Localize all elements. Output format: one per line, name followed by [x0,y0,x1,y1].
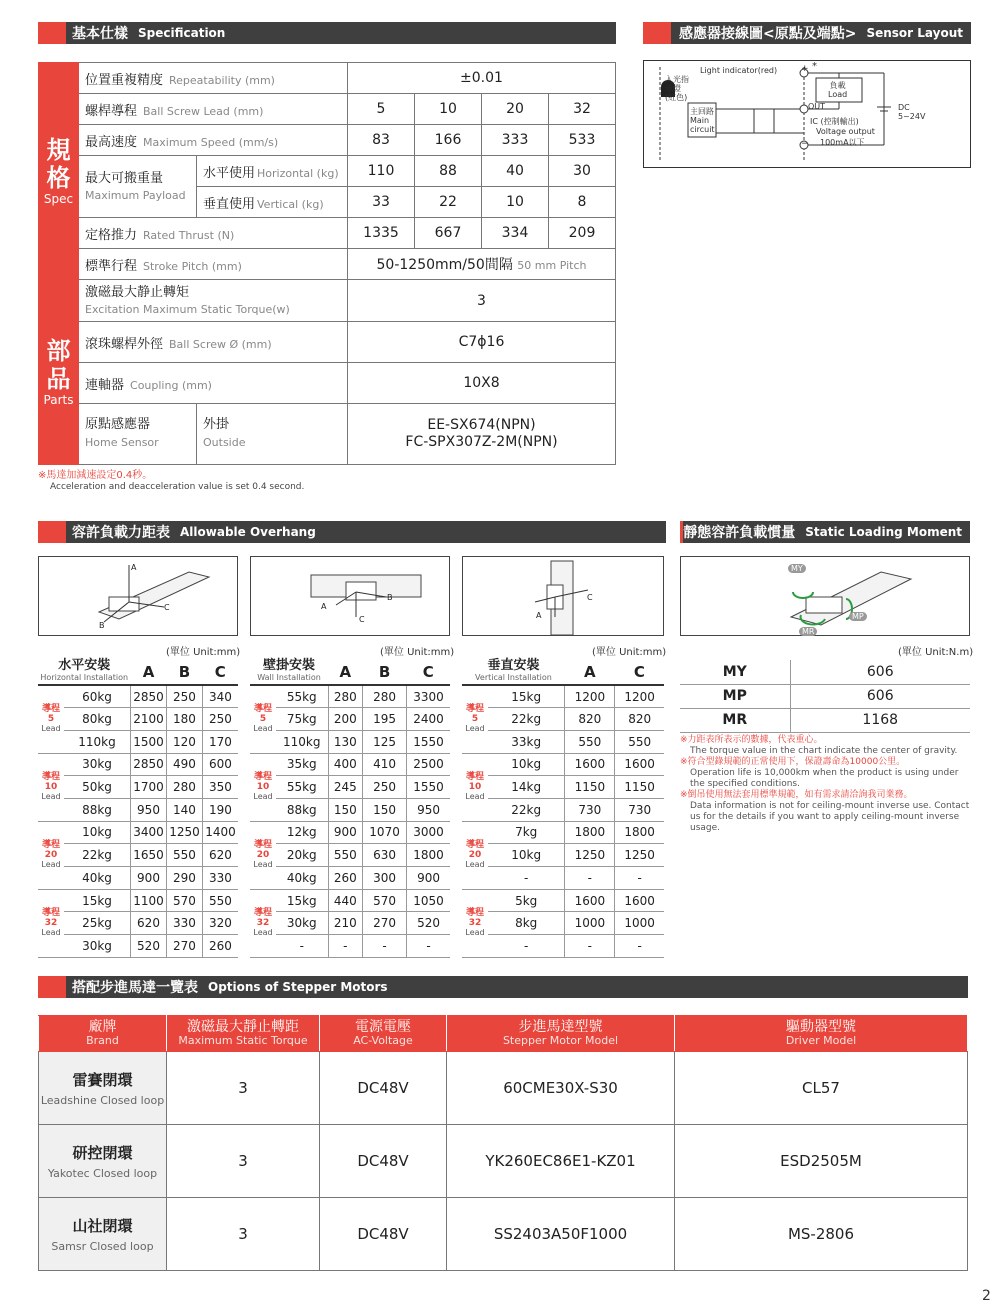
vertical-install-diagram [462,556,664,636]
overhang-cell: 1600 [565,753,615,776]
payload-h-value: 30 [549,156,616,187]
overhang-cell: 10kg [64,821,131,844]
overhang-cell: 250 [363,776,407,799]
overhang-cell: 88kg [276,798,328,821]
overhang-row [462,912,664,935]
overhang-cell: 110kg [276,730,328,753]
overhang-cell: 950 [131,798,167,821]
overhang-row [38,685,238,708]
coupling-label: 連軸器 Coupling (mm) [79,363,348,404]
overhang-cell: 190 [202,798,238,821]
accel-note-en: Acceleration and deacceleration value is set 0.4 second. [50,482,305,492]
overhang-row [250,753,450,776]
screw-label: 滾珠螺桿外徑 Ball Screw Ø (mm) [79,322,348,363]
axis-c: C [587,593,593,602]
overhang-cell: 40kg [276,867,328,890]
spec-side-label: 規 格 Spec [39,63,79,280]
overhang-cell: 1150 [615,776,664,799]
overhang-cell: 55kg [276,776,328,799]
overhang-cell: 300 [363,867,407,890]
header-driver: 驅動器型號 Driver Model [675,1016,968,1052]
payload-v-value: 22 [415,187,482,218]
col-header: B [167,660,203,685]
overhang-cell: 5kg [488,889,565,912]
overhang-row [250,798,450,821]
overhang-row [462,776,664,799]
overhang-cell: 80kg [64,708,131,731]
overhang-row [250,708,450,731]
repeat-label: 位置重複精度 Repeatability (mm) [79,63,348,94]
static-row: MY 606 [680,660,970,684]
col-header: C [407,660,450,685]
static-moment-table [680,660,970,733]
overhang-cell: 125 [363,730,407,753]
overhang-cell: 1250 [615,844,664,867]
unit-label: (單位 Unit:mm) [592,647,667,658]
sensor-label: 原點感應器 Home Sensor [79,404,197,465]
overhang-row [462,821,664,844]
overhang-cell: 260 [202,935,238,958]
overhang-cell: 30kg [64,753,131,776]
overhang-cell: 120 [167,730,203,753]
speed-value: 83 [348,125,415,156]
lead-value: 5 [348,94,415,125]
lead-cell: 導程 5 Lead [250,685,276,753]
overhang-cell: 2100 [131,708,167,731]
overhang-cell: 410 [363,753,407,776]
overhang-row [250,776,450,799]
overhang-cell: 150 [328,798,363,821]
overhang-cell: 1200 [565,685,615,708]
overhang-cell: - [363,935,407,958]
overhang-cell: 20kg [276,844,328,867]
overhang-row [462,798,664,821]
lead-value: 20 [482,94,549,125]
speed-value: 166 [415,125,482,156]
overhang-cell: 730 [565,798,615,821]
overhang-cell: 245 [328,776,363,799]
overhang-cell: 1200 [615,685,664,708]
spec-title-en: Specification [138,26,226,40]
overhang-cell: 270 [167,935,203,958]
overhang-cell: 520 [131,935,167,958]
payload-h-value: 40 [482,156,549,187]
overhang-cell: 1600 [565,889,615,912]
header-voltage: 電源電壓 AC-Voltage [320,1016,447,1052]
overhang-cell: 550 [202,889,238,912]
lead-cell: 導程 32 Lead [38,889,64,957]
overhang-cell: 620 [131,912,167,935]
repeat-value: ±0.01 [348,63,616,94]
overhang-cell: 250 [202,708,238,731]
overhang-cell: 250 [167,685,203,708]
overhang-cell: 50kg [64,776,131,799]
overhang-row [38,889,238,912]
overhang-cell: 2500 [407,753,450,776]
wall-table [250,660,450,958]
lead-cell: 導程 32 Lead [250,889,276,957]
mp-badge: MP [849,612,867,621]
overhang-cell: 620 [202,844,238,867]
overhang-row [462,844,664,867]
plus-terminal: + [801,64,809,74]
overhang-cell: 550 [328,844,363,867]
out-label: OUT [808,102,826,111]
unit-label: (單位 Unit:mm) [166,647,241,658]
overhang-cell: 570 [167,889,203,912]
overhang-row [38,753,238,776]
overhang-cell: 1000 [565,912,615,935]
col-header: A [565,660,615,685]
load-label: 負載 Load [828,81,848,99]
overhang-cell: 330 [202,867,238,890]
overhang-cell: 520 [407,912,450,935]
overhang-cell: 33kg [488,730,565,753]
mr-badge: MR [799,627,817,636]
overhang-row [250,867,450,890]
overhang-cell: 820 [615,708,664,731]
sensor-title-en: Sensor Layout [866,26,963,40]
overhang-cell: 1000 [615,912,664,935]
overhang-cell: 130 [328,730,363,753]
axis-a: A [321,602,327,611]
overhang-cell: 550 [167,844,203,867]
spec-title: 基本仕樣 [72,26,128,42]
thrust-value: 667 [415,218,482,249]
overhang-cell: 1600 [615,753,664,776]
page-number: 2 [982,1288,991,1304]
lead-cell: 導程 20 Lead [250,821,276,889]
lead-cell: 導程 10 Lead [462,753,488,821]
overhang-row [38,844,238,867]
overhang-cell: 440 [328,889,363,912]
sensor-header [643,22,971,44]
overhang-cell: 60kg [64,685,131,708]
static-row: MP 606 [680,684,970,708]
unit-label: (單位 Unit:N.m) [898,647,974,658]
overhang-row [38,935,238,958]
overhang-row [462,708,664,731]
overhang-cell: 110kg [64,730,131,753]
overhang-cell: 10kg [488,844,565,867]
overhang-cell: 30kg [276,912,328,935]
overhang-cell: 1550 [407,730,450,753]
col-header: C [615,660,664,685]
overhang-cell: 10kg [488,753,565,776]
overhang-cell: 22kg [488,708,565,731]
overhang-row [462,889,664,912]
overhang-cell: 1070 [363,821,407,844]
overhang-cell: 2400 [407,708,450,731]
overhang-row [462,753,664,776]
overhang-cell: 400 [328,753,363,776]
overhang-cell: 340 [202,685,238,708]
overhang-row [250,889,450,912]
overhang-row [38,730,238,753]
ic-label: IC (控制輸出) [810,117,859,126]
thrust-value: 209 [549,218,616,249]
overhang-cell: 1800 [565,821,615,844]
my-badge: MY [788,564,806,573]
overhang-row [462,935,664,958]
overhang-cell: 550 [615,730,664,753]
overhang-cell: 280 [167,776,203,799]
overhang-cell: 15kg [488,685,565,708]
overhang-row [250,912,450,935]
overhang-cell: 88kg [64,798,131,821]
overhang-cell: 1250 [167,821,203,844]
overhang-cell: 330 [167,912,203,935]
overhang-cell: 950 [407,798,450,821]
overhang-cell: 140 [167,798,203,821]
overhang-cell: 280 [328,685,363,708]
motors-table [38,1015,968,1271]
install-title: 垂直安裝 Vertical Installation [462,660,565,685]
overhang-row [250,730,450,753]
overhang-row [250,821,450,844]
install-title: 壁掛安裝 Wall Installation [250,660,328,685]
overhang-cell: 7kg [488,821,565,844]
lead-cell: 導程 10 Lead [250,753,276,821]
overhang-row [38,776,238,799]
main-circuit-label: 主回路 Main circuit [690,107,715,134]
overhang-cell: 25kg [64,912,131,935]
motor-row: 山社閉環 Samsr Closed loop 3 DC48V SS2403A50F1000 MS-2806 [39,1198,968,1271]
overhang-cell: - [565,867,615,890]
overhang-cell: 1600 [615,889,664,912]
moment-diagram [680,556,970,636]
dc-label: DC 5~24V [898,103,926,121]
overhang-cell: 8kg [488,912,565,935]
payload-label: 最大可搬重量 Maximum Payload [79,156,197,218]
overhang-cell: - [488,867,565,890]
overhang-cell: - [328,935,363,958]
overhang-cell: 270 [363,912,407,935]
motor-row: 雷賽閉環 Leadshine Closed loop 3 DC48V 60CME30X-S30 CL57 [39,1052,968,1125]
overhang-cell: 1400 [202,821,238,844]
overhang-cell: - [565,935,615,958]
overhang-cell: 2850 [131,685,167,708]
spec-table [38,62,616,465]
horizontal-table [38,660,238,958]
payload-v-label: 垂直使用 Vertical (kg) [197,187,348,218]
axis-c: C [164,603,170,612]
sensor-value: EE-SX674(NPN) FC-SPX307Z-2M(NPN) [348,404,616,465]
axis-c: C [359,615,365,624]
light-indicator-label: Light indicator(red) [700,66,778,75]
overhang-cell: 1800 [407,844,450,867]
stroke-label: 標準行程 Stroke Pitch (mm) [79,249,348,280]
axis-a: A [536,611,542,620]
overhang-header: 容許負載力距表 Allowable Overhang [38,521,666,543]
overhang-cell: 550 [565,730,615,753]
overhang-cell: 900 [407,867,450,890]
lead-cell: 導程 32 Lead [462,889,488,957]
overhang-row [250,685,450,708]
vertical-table [462,660,664,958]
install-title: 水平安裝 Horizontal Installation [38,660,131,685]
overhang-cell: 150 [363,798,407,821]
col-header: A [131,660,167,685]
payload-v-value: 10 [482,187,549,218]
payload-h-value: 88 [415,156,482,187]
overhang-row [38,912,238,935]
light-indicator-cn: 入光指示燈(紅色) [665,75,689,102]
torque-value: 3 [348,280,616,322]
overhang-cell: 180 [167,708,203,731]
overhang-cell: - [615,867,664,890]
sensor-title: 感應器接線圖<原點及端點> [679,26,857,42]
payload-v-value: 8 [549,187,616,218]
spec-header [38,22,616,44]
overhang-cell: 260 [328,867,363,890]
lead-value: 10 [415,94,482,125]
axis-a: A [131,563,137,572]
payload-h-label: 水平使用 Horizontal (kg) [197,156,348,187]
torque-label: 激磁最大静止轉矩 Excitation Maximum Static Torque(w) [79,280,348,322]
current-label: 100mA以下 [820,138,865,147]
overhang-cell: 490 [167,753,203,776]
speed-value: 333 [482,125,549,156]
parts-side-label: 部 品 Parts [39,280,79,465]
lead-value: 32 [549,94,616,125]
speed-value: 533 [549,125,616,156]
overhang-cell: 14kg [488,776,565,799]
header-torque: 激磁最大靜止轉距 Maximum Static Torque [167,1016,320,1052]
overhang-cell: 22kg [488,798,565,821]
overhang-cell: 1550 [407,776,450,799]
overhang-cell: 170 [202,730,238,753]
overhang-cell: - [488,935,565,958]
overhang-row [462,685,664,708]
overhang-cell: 15kg [276,889,328,912]
axis-b: B [99,621,105,630]
sensor-sub-label: 外掛 Outside [197,404,348,465]
horizontal-install-diagram [38,556,238,636]
overhang-row [462,730,664,753]
overhang-cell: 350 [202,776,238,799]
overhang-cell: 1500 [131,730,167,753]
overhang-cell: 1700 [131,776,167,799]
header-model: 步進馬達型號 Stepper Motor Model [447,1016,675,1052]
overhang-cell: - [276,935,328,958]
static-notes: ※力距表所表示的數據，代表重心。 The torque value in the chart indicate the center of gravity. ※符合型錄規範的正常使用下，保證壽命為10000公里。 Operation life is 10,000km when the product is using under the specified conditions. ※倒吊使用無法套用標準規範，如有需求請洽詢我司業務。 Data information is not for ceiling-mount inverse use. Contact us for the details if you want to apply ceiling-mount inverse usage. [680,735,970,833]
overhang-cell: 2850 [131,753,167,776]
payload-h-value: 110 [348,156,415,187]
overhang-cell: 22kg [64,844,131,867]
sensor-diagram [643,60,971,168]
stroke-value: 50-1250mm/50間隔 50 mm Pitch [348,249,616,280]
voltage-output-label: Voltage output [816,127,875,136]
overhang-cell: 1100 [131,889,167,912]
overhang-cell: 730 [615,798,664,821]
overhang-cell: 40kg [64,867,131,890]
overhang-cell: 15kg [64,889,131,912]
header-brand: 廠牌 Brand [39,1016,167,1052]
overhang-cell: 195 [363,708,407,731]
overhang-cell: 1150 [565,776,615,799]
static-row: MR 1168 [680,708,970,732]
static-header: 靜態容許負載慣量 Static Loading Moment [680,521,970,543]
overhang-cell: 210 [328,912,363,935]
overhang-cell: 1250 [565,844,615,867]
overhang-cell: 35kg [276,753,328,776]
overhang-cell: 290 [167,867,203,890]
lead-cell: 導程 5 Lead [38,685,64,753]
overhang-cell: 3000 [407,821,450,844]
overhang-row [38,798,238,821]
overhang-row [250,844,450,867]
overhang-cell: 1800 [615,821,664,844]
overhang-cell: 320 [202,912,238,935]
overhang-cell: 600 [202,753,238,776]
lead-cell: 導程 20 Lead [462,821,488,889]
thrust-value: 334 [482,218,549,249]
col-header: A [328,660,363,685]
overhang-cell: - [407,935,450,958]
overhang-cell: 3300 [407,685,450,708]
wall-install-diagram [250,556,450,636]
overhang-cell: 1650 [131,844,167,867]
overhang-cell: 280 [363,685,407,708]
coupling-value: 10X8 [348,363,616,404]
overhang-cell: - [615,935,664,958]
overhang-cell: 1050 [407,889,450,912]
unit-label: (單位 Unit:mm) [380,647,455,658]
payload-v-value: 33 [348,187,415,218]
axis-b: B [387,593,393,602]
lead-cell: 導程 10 Lead [38,753,64,821]
col-header: C [202,660,238,685]
overhang-cell: 55kg [276,685,328,708]
screw-value: C7ϕ16 [348,322,616,363]
overhang-cell: 12kg [276,821,328,844]
col-header: B [363,660,407,685]
overhang-cell: 75kg [276,708,328,731]
star-mark: * [812,61,817,72]
thrust-value: 1335 [348,218,415,249]
speed-label: 最高速度 Maximum Speed (mm/s) [79,125,348,156]
lead-cell: 導程 5 Lead [462,685,488,753]
overhang-cell: 900 [131,867,167,890]
motor-row: 研控閉環 Yakotec Closed loop 3 DC48V YK260EC86E1-KZ01 ESD2505M [39,1125,968,1198]
lead-cell: 導程 20 Lead [38,821,64,889]
minus-terminal: − [801,139,809,149]
overhang-row [38,821,238,844]
overhang-cell: 3400 [131,821,167,844]
overhang-cell: 570 [363,889,407,912]
overhang-cell: 200 [328,708,363,731]
overhang-row [38,708,238,731]
overhang-row [38,867,238,890]
overhang-row [250,935,450,958]
thrust-label: 定格推力 Rated Thrust (N) [79,218,348,249]
overhang-cell: 900 [328,821,363,844]
overhang-row [462,867,664,890]
overhang-cell: 30kg [64,935,131,958]
motors-header: 搭配步進馬達一覽表 Options of Stepper Motors [38,976,968,998]
overhang-cell: 630 [363,844,407,867]
overhang-cell: 820 [565,708,615,731]
accel-note: ※馬達加減速設定0.4秒。 [38,470,153,481]
lead-label: 螺桿導程 Ball Screw Lead (mm) [79,94,348,125]
